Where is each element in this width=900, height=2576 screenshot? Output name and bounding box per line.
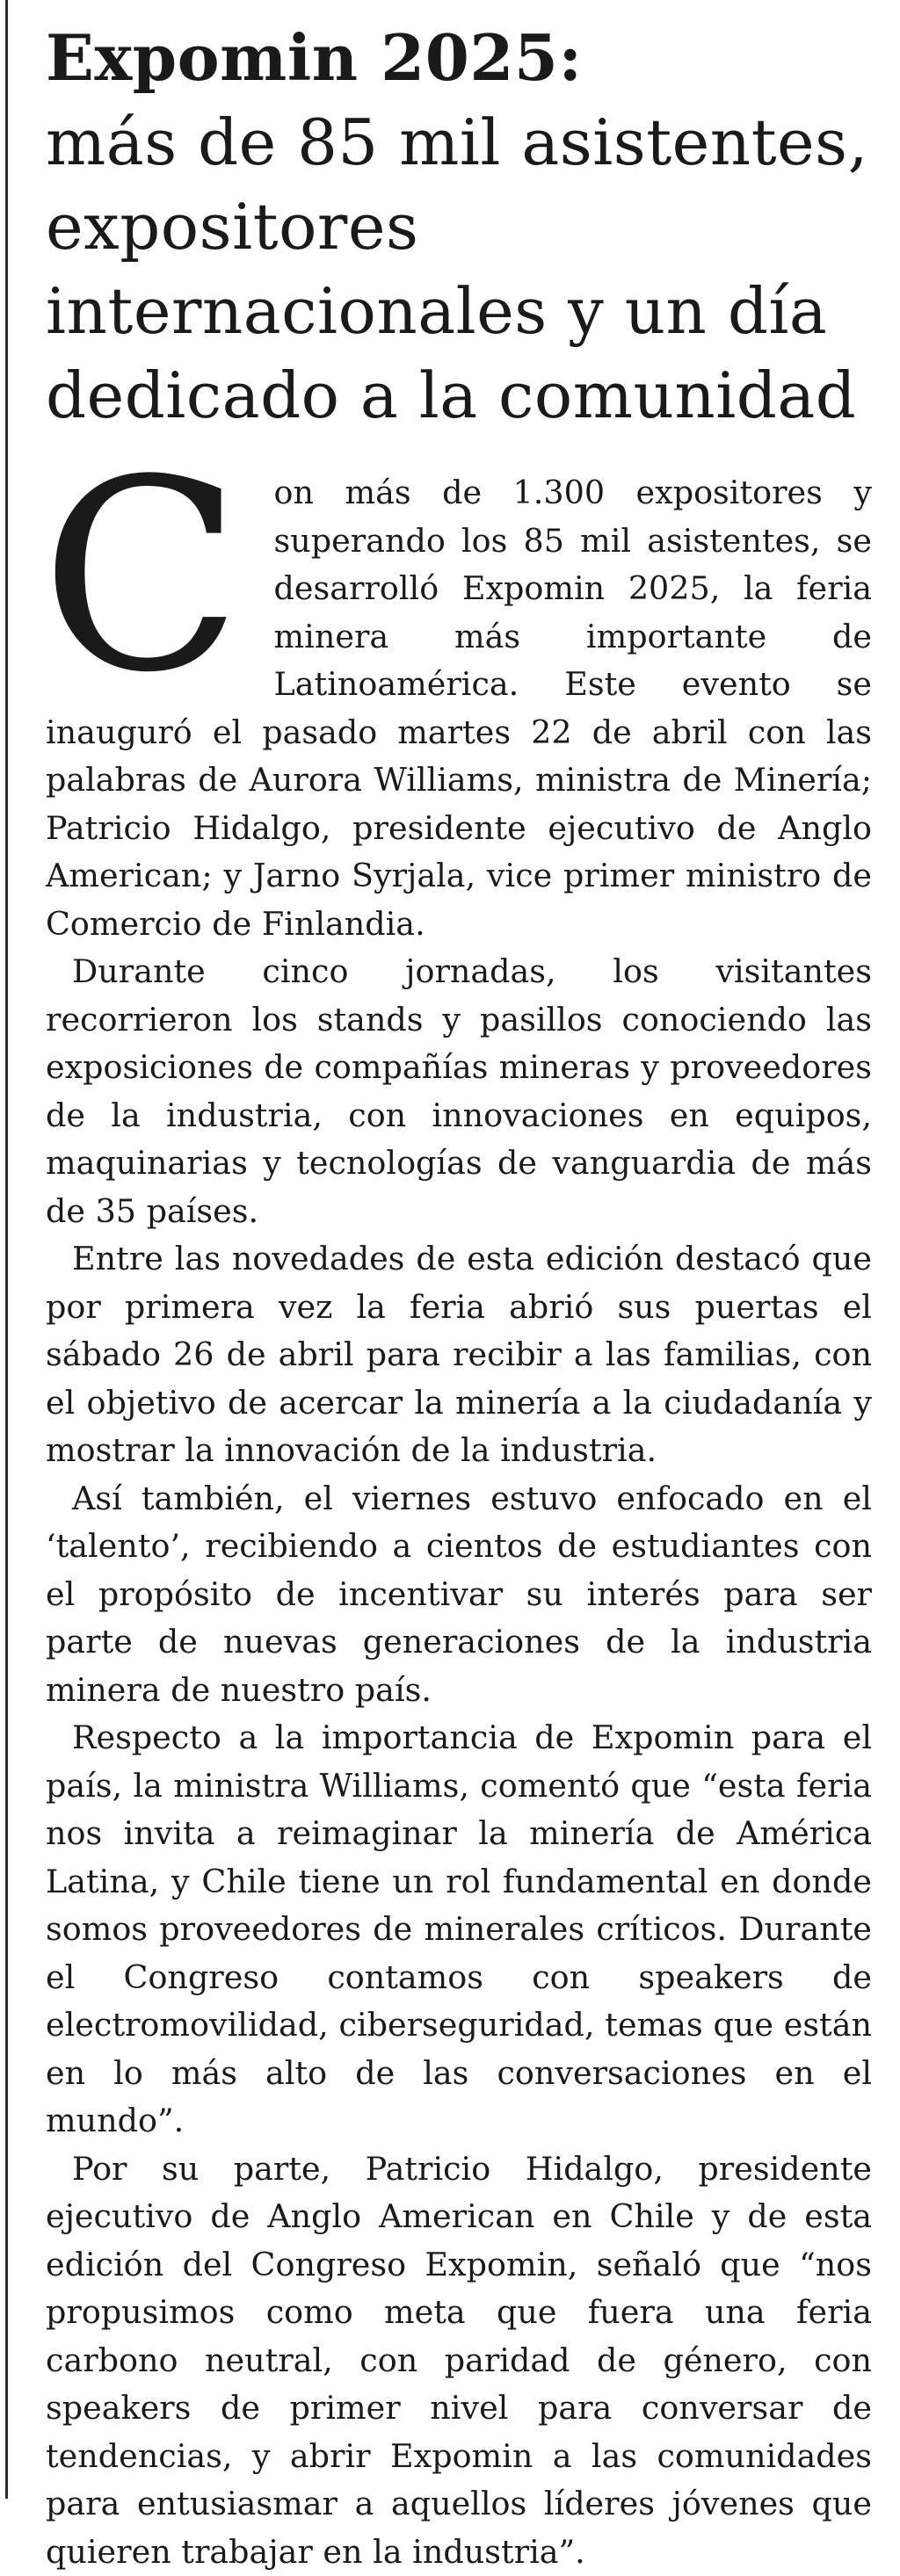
paragraph-1 xyxy=(46,469,872,948)
paragraph-2: Durante cinco jornadas, los visitantes recorrieron los stands y pasillos conociendo las exposiciones de compañías mineras y proveedores de la industria, con innovaciones en equipos, maquinarias y tecnologías de vanguardia de más de 35 países. xyxy=(46,948,872,1235)
article xyxy=(46,16,872,2576)
column-rule xyxy=(5,0,8,2499)
headline-rest: más de 85 mil asistentes, expositores internacionales y un día dedicado a la comunidad xyxy=(46,100,872,438)
paragraph-3: Entre las novedades de esta edición destacó que por primera vez la feria abrió sus puertas el sábado 26 de abril para recibir a las familias, con el objetivo de acercar la minería a la ciudadanía y mostrar la innovación de la industria. xyxy=(46,1235,872,1475)
drop-cap: C xyxy=(40,476,243,687)
paragraph-6: Por su parte, Patricio Hidalgo, presidente ejecutivo de Anglo American en Chile y de esta edición del Congreso Expomin, señaló que “nos propusimos como meta que fuera una feria carbono neutral, con paridad de género, con speakers de primer nivel para conversar de tendencias, y abrir Expomin a las comunidades para entusiasmar a aquellos líderes jóvenes que quieren trabajar en la industria”. xyxy=(46,2145,872,2576)
paragraph-1-text: on más de 1.300 expositores y superando los 85 mil asistentes, se desarrolló Expomin 2025, la feria minera más importante de Latinoamérica. Este evento se inauguró el pasado martes 22 de abril con las palabras de Aurora Williams, ministra de Minería; Patricio Hidalgo, presidente ejecutivo de Anglo American; y Jarno Syrjala, vice primer ministro de Comercio de Finlandia. xyxy=(46,474,872,943)
headline xyxy=(46,16,872,438)
article-body xyxy=(46,469,872,2576)
paragraph-5: Respecto a la importancia de Expomin para el país, la ministra Williams, comentó que “esta feria nos invita a reimaginar la minería de América Latina, y Chile tiene un rol fundamental en donde somos proveedores de minerales críticos. Durante el Congreso contamos con speakers de electromovilidad, ciberseguridad, temas que están en lo más alto de las conversaciones en el mundo”. xyxy=(46,1714,872,2145)
paragraph-4: Así también, el viernes estuvo enfocado en el ‘talento’, recibiendo a cientos de estudiantes con el propósito de incentivar su interés para ser parte de nuevas generaciones de la industria minera de nuestro país. xyxy=(46,1475,872,1715)
headline-lead: Expomin 2025: xyxy=(46,16,872,100)
